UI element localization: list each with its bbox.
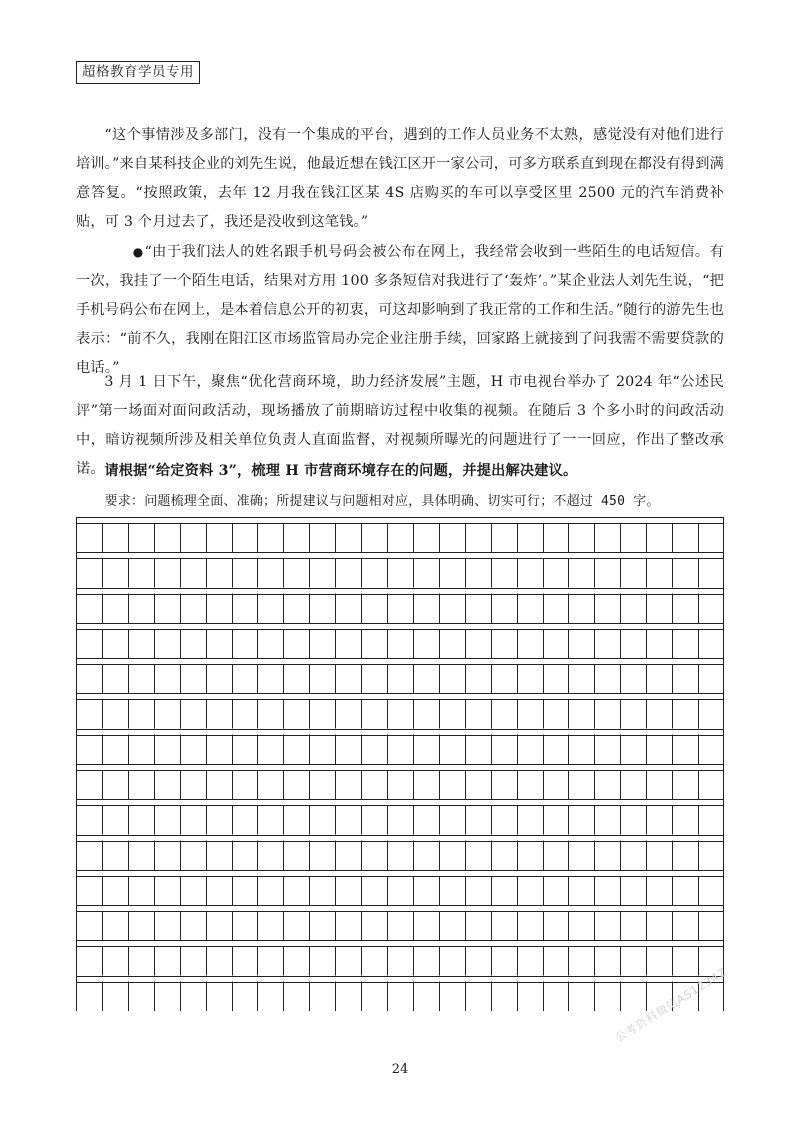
material-paragraph-3: 3 月 1 日下午，聚焦“优化营商环境，助力经济发展”主题，H 市电视台举办了 2024 年“公述民评”第一场面对面问政活动，现场播放了前期暗访过程中收集的视频。在随后 3 个多小时的问政活动中，暗访视频所涉及相关单位负责人直面监督，对视频所曝光的问题进行了一一回应，作出了整改承诺。 xyxy=(76,374,724,477)
material-paragraph-2 xyxy=(76,238,724,383)
watermark-text: 公考资料微信AS1234Z xyxy=(613,965,730,1045)
page-number: 24 xyxy=(391,1062,409,1077)
header-label: 超格教育学员专用 xyxy=(76,61,200,84)
material-paragraph-1: “这个事情涉及多部门，没有一个集成的平台，遇到的工作人员业务不太熟，感觉没有对他们进行培训。”来自某科技企业的刘先生说，他最近想在钱江区开一家公司，可多方联系直到现在都没有得到满意答复。“按照政策，去年 12 月我在钱江区某 4S 店购买的车可以享受区里 2500 元的汽车消费补贴，可 3 个月过去了，我还是没收到这笔钱。” xyxy=(76,127,724,230)
material-paragraph-2-text: “由于我们法人的姓名跟手机号码会被公布在网上，我经常会收到一些陌生的电话短信。有一次，我挂了一个陌生电话，结果对方用 100 多条短信对我进行了‘轰炸’。”某企业法人刘先生说，“把手机号码公布在网上，是本着信息公开的初衷，可这却影响到了我正常的工作和生活。”随行的游先生也表示：“前不久，我刚在阳江区市场监管局办完企业注册手续，回家路上就接到了问我需不需要贷款的电话。” xyxy=(76,244,724,376)
answer-grid-svg[interactable] xyxy=(76,517,724,1011)
answer-requirements: 要求：问题梳理全面、准确；所提建议与问题相对应，具体明确、切实可行；不超过 450 字。 xyxy=(104,494,660,509)
bullet-icon: ● xyxy=(132,245,144,259)
question-prompt: 请根据“给定资料 3”，梳理 H 市营商环境存在的问题，并提出解决建议。 xyxy=(104,463,578,479)
answer-grid[interactable] xyxy=(76,517,724,1011)
